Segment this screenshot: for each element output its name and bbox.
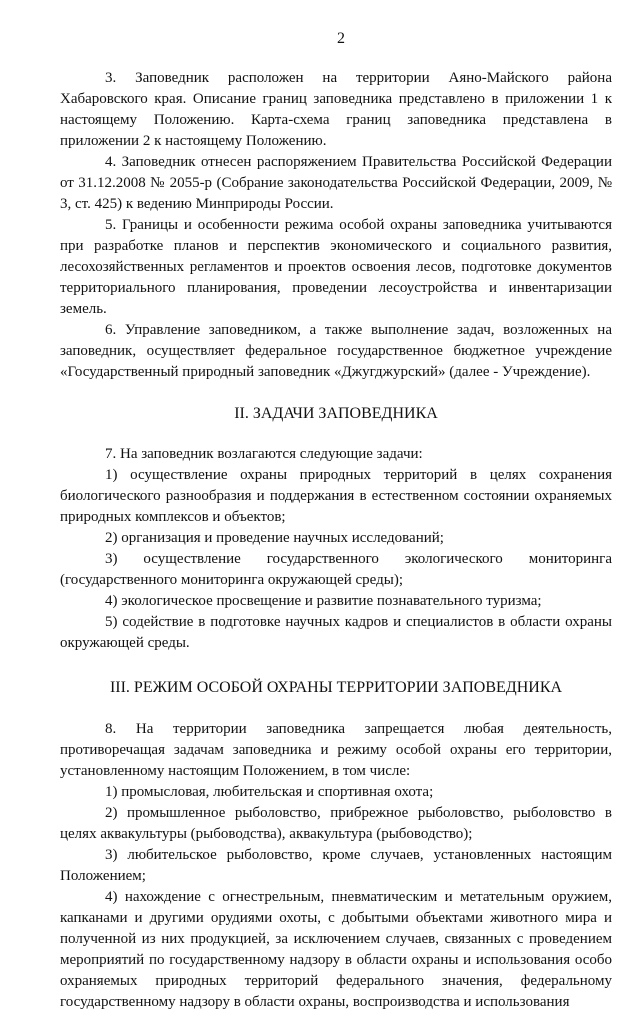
paragraph-4: 4. Заповедник отнесен распоряжением Правительства Российской Федерации от 31.12.2008 № 2055-р (Собрание законодательства Российской Федерации, 2009, № 3, ст. 425) к ведению Минприроды России. bbox=[60, 154, 612, 212]
paragraph-8: 8. На территории заповедника запрещается любая деятельность, противоречащая задачам заповедника и режиму особой охраны его территории, установленному настоящим Положением, в том числе: bbox=[60, 721, 612, 779]
paragraph-6: 6. Управление заповедником, а также выполнение задач, возложенных на заповедник, осуществляет федеральное государственное бюджетное учреждение «Государственный природный заповедник «Джугджурский» (далее - Учреждение). bbox=[60, 322, 612, 380]
paragraph-7: 7. На заповедник возлагаются следующие задачи: bbox=[105, 446, 423, 462]
list-item-8-2: 2) промышленное рыболовство, прибрежное рыболовство, рыболовство в целях аквакультуры (рыбоводства), аквакультура (рыбоводство); bbox=[60, 805, 612, 842]
list-item-8-3: 3) любительское рыболовство, кроме случаев, установленных настоящим Положением; bbox=[60, 847, 612, 884]
section-heading-regime: III. РЕЖИМ ОСОБОЙ ОХРАНЫ ТЕРРИТОРИИ ЗАПОВЕДНИКА bbox=[109, 679, 563, 696]
paragraph-5: 5. Границы и особенности режима особой охраны заповедника учитываются при разработке планов и перспектив экономического и социального развития, лесохозяйственных регламентов и проектов освоения лесов, подготовке документов территориального планирования, проведении лесоустройства и инвентаризации земель. bbox=[60, 217, 612, 317]
list-item-7-1: 1) осуществление охраны природных территорий в целях сохранения биологического разнообразия и поддержания в естественном состоянии охраняемых природных комплексов и объектов; bbox=[60, 467, 612, 525]
list-item-7-3: 3) осуществление государственного экологического мониторинга (государственного мониторинга окружающей среды); bbox=[60, 551, 612, 588]
list-item-8-1: 1) промысловая, любительская и спортивная охота; bbox=[105, 784, 434, 800]
list-item-8-4: 4) нахождение с огнестрельным, пневматическим и метательным оружием, капканами и другими орудиями охоты, с добытыми объектами животного мира и полученной из них продукцией, за исключением случаев, связанных с проведением мероприятий по государственному надзору в области охраны и использования особо охраняемых природных территорий федерального значения, федеральному государственному надзору в области охраны, воспроизводства и использования bbox=[60, 889, 612, 1010]
list-item-7-2: 2) организация и проведение научных исследований; bbox=[105, 530, 444, 546]
list-item-7-5: 5) содействие в подготовке научных кадров и специалистов в области охраны окружающей среды. bbox=[60, 614, 612, 651]
list-item-7-4: 4) экологическое просвещение и развитие познавательного туризма; bbox=[105, 593, 542, 609]
page-number: 2 bbox=[337, 30, 345, 47]
paragraph-3: 3. Заповедник расположен на территории Аяно-Майского района Хабаровского края. Описание границ заповедника представлено в приложении 1 к настоящему Положению. Карта-схема границ заповедника представлена в приложении 2 к настоящему Положению. bbox=[60, 70, 612, 149]
section-heading-tasks: II. ЗАДАЧИ ЗАПОВЕДНИКА bbox=[234, 405, 438, 422]
